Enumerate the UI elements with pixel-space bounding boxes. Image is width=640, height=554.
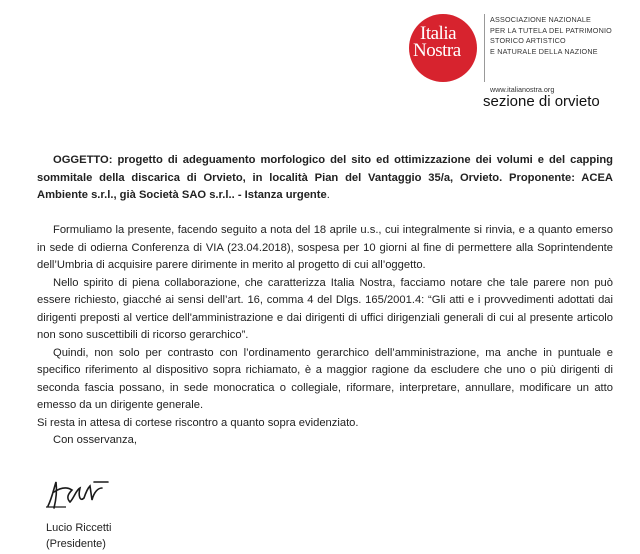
subject-end: . xyxy=(326,189,330,201)
subject-text: progetto di adeguamento morfologico del sito ed ottimizzazione dei volumi e del capping sommitale della discarica di Orvieto, in località Pian del Vantaggio 35/a, Orvieto. Proponente: ACEA Ambiente s.r.l., già Società SAO s.r.l.. - Istanza urgente xyxy=(37,154,613,201)
logo-word-nostra: Nostra xyxy=(413,40,461,61)
association-line: STORICO ARTISTICO xyxy=(490,36,566,45)
association-name xyxy=(490,15,612,57)
section-name: sezione di orvieto xyxy=(483,93,600,110)
signatory-role: (Presidente) xyxy=(46,538,106,550)
logo-divider xyxy=(484,14,485,82)
letter-body xyxy=(37,222,613,450)
salutation: Con osservanza, xyxy=(53,434,137,446)
association-line: PER LA TUTELA DEL PATRIMONIO xyxy=(490,25,612,35)
signatory xyxy=(46,520,111,552)
logo-word-italia: Italia xyxy=(420,23,457,44)
body-paragraph: Formuliamo la presente, facendo seguito a nota del 18 aprile u.s., cui integralmente si rinvia, e a quanto emerso in sede di odierna Conferenza di VIA (23.04.2018), sospesa per 10 giorni al fine di permettere alla Soprintendente dell’Umbria di acquisire parere dirimente in merito al progetto di cui all’oggetto. xyxy=(37,224,613,271)
subject-label: OGGETTO: xyxy=(53,154,113,166)
body-paragraph: Nello spirito di piena collaborazione, che caratterizza Italia Nostra, facciamo notare che tale parere non può essere richiesto, giacché ai sensi dell’art. 16, comma 4 del Dlgs. 165/2001.4: “Gli atti e i provvedimenti adottati dai dirigenti preposti al vertice dell'amministrazione e dai dirigenti di uffici dirigenziali generali di cui al presente articolo non sono suscettibili di ricorso gerarchico”. xyxy=(37,276,613,341)
association-line: ASSOCIAZIONE NAZIONALE xyxy=(490,15,592,24)
association-line: E NATURALE DELLA NAZIONE xyxy=(490,46,598,56)
signatory-name: Lucio Riccetti xyxy=(46,522,112,534)
website-link[interactable]: www.italianostra.org xyxy=(490,85,555,94)
subject-block xyxy=(37,152,613,205)
body-paragraph: Quindi, non solo per contrasto con l’ordinamento gerarchico dell’amministrazione, ma anche in puntuale e specifico riferimento al dispositivo sopra richiamato, è a maggior ragione da escludere che uno o più dirigenti di seconda fascia possano, in sede monocratica o collegiale, riformare, interpretare, annullare, modificare un atto emesso da un dirigente generale. xyxy=(37,346,613,411)
closing-line: Si resta in attesa di cortese riscontro a quanto sopra evidenziato. xyxy=(37,416,359,429)
handwritten-signature xyxy=(42,476,112,512)
